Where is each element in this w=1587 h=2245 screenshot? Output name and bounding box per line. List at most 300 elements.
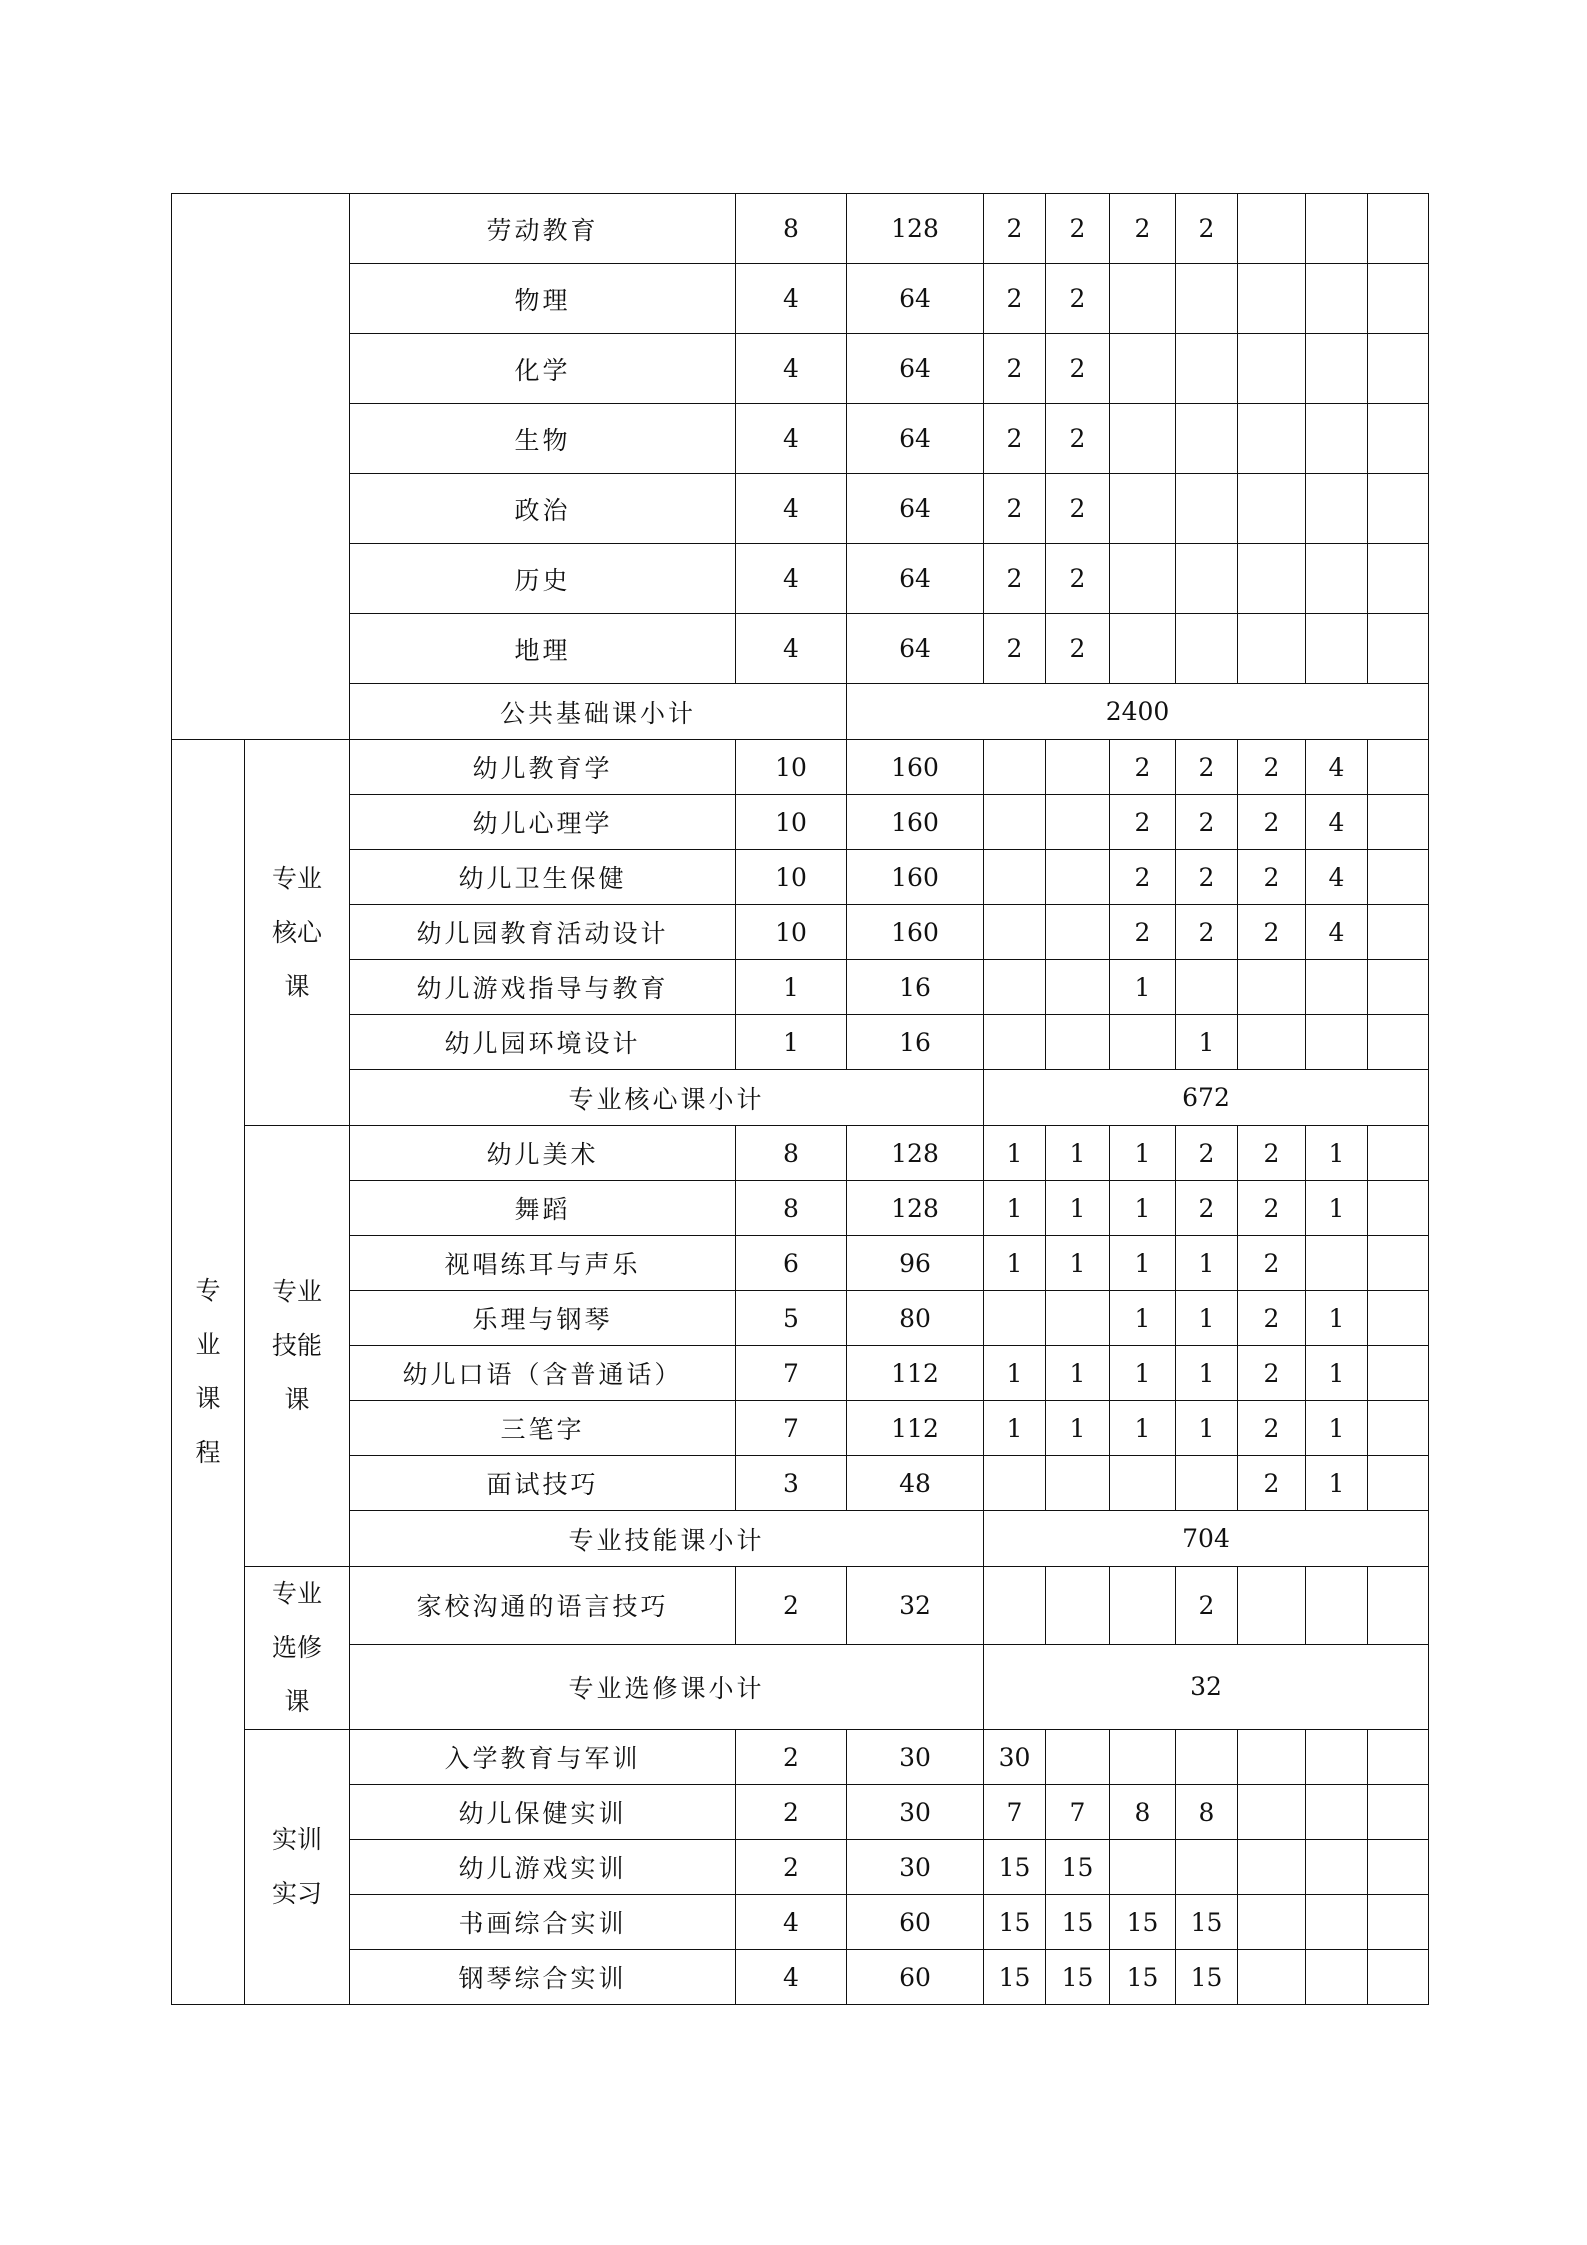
core-courses-label bbox=[245, 740, 350, 1126]
course-hours: 60 bbox=[847, 1950, 984, 2005]
semester-hours-cell: 2 bbox=[1238, 905, 1306, 960]
semester-hours-cell: 2 bbox=[1176, 1567, 1238, 1645]
semester-hours-cell: 2 bbox=[1238, 1291, 1306, 1346]
semester-hours-cell: 15 bbox=[1176, 1895, 1238, 1950]
semester-hours-cell: 2 bbox=[1046, 194, 1110, 264]
semester-hours-cell bbox=[1238, 1015, 1306, 1070]
semester-hours-cell: 2 bbox=[1110, 850, 1176, 905]
semester-hours-cell: 2 bbox=[1238, 1236, 1306, 1291]
semester-hours-cell: 1 bbox=[984, 1401, 1046, 1456]
course-credits: 10 bbox=[736, 795, 847, 850]
course-credits: 4 bbox=[736, 334, 847, 404]
course-hours: 160 bbox=[847, 795, 984, 850]
course-credits: 5 bbox=[736, 1291, 847, 1346]
semester-hours-cell: 2 bbox=[1238, 740, 1306, 795]
category-label-line: 课 bbox=[284, 971, 310, 1001]
course-credits: 2 bbox=[736, 1730, 847, 1785]
curriculum-table bbox=[171, 193, 1429, 2005]
semester-hours-cell: 2 bbox=[1176, 1126, 1238, 1181]
course-name: 幼儿游戏实训 bbox=[350, 1840, 736, 1895]
semester-hours-cell: 1 bbox=[1110, 1236, 1176, 1291]
semester-hours-cell: 1 bbox=[1176, 1015, 1238, 1070]
table-row bbox=[172, 1567, 1429, 1645]
semester-hours-cell bbox=[1368, 1346, 1429, 1401]
semester-hours-cell: 1 bbox=[1046, 1401, 1110, 1456]
semester-hours-cell bbox=[1368, 1840, 1429, 1895]
semester-hours-cell: 1 bbox=[1306, 1291, 1368, 1346]
semester-hours-cell: 7 bbox=[1046, 1785, 1110, 1840]
semester-hours-cell bbox=[1368, 1567, 1429, 1645]
course-name: 历史 bbox=[350, 544, 736, 614]
semester-hours-cell bbox=[1306, 544, 1368, 614]
semester-hours-cell bbox=[1110, 1840, 1176, 1895]
course-hours: 30 bbox=[847, 1785, 984, 1840]
course-name: 生物 bbox=[350, 404, 736, 474]
course-credits: 2 bbox=[736, 1840, 847, 1895]
subtotal-value: 704 bbox=[984, 1511, 1429, 1567]
semester-hours-cell bbox=[1176, 404, 1238, 474]
semester-hours-cell: 1 bbox=[1176, 1291, 1238, 1346]
course-credits: 10 bbox=[736, 850, 847, 905]
semester-hours-cell bbox=[1238, 960, 1306, 1015]
semester-hours-cell bbox=[1306, 1730, 1368, 1785]
table-row bbox=[172, 1126, 1429, 1181]
semester-hours-cell bbox=[1110, 264, 1176, 334]
course-hours: 30 bbox=[847, 1730, 984, 1785]
semester-hours-cell bbox=[1368, 194, 1429, 264]
semester-hours-cell bbox=[984, 905, 1046, 960]
semester-hours-cell bbox=[1306, 264, 1368, 334]
semester-hours-cell: 1 bbox=[1110, 1346, 1176, 1401]
semester-hours-cell: 2 bbox=[1046, 614, 1110, 684]
semester-hours-cell bbox=[1046, 740, 1110, 795]
table-row bbox=[172, 1401, 1429, 1456]
category-label-line: 课 bbox=[284, 1385, 310, 1414]
semester-hours-cell bbox=[1176, 264, 1238, 334]
subtotal-label: 专业核心课小计 bbox=[350, 1070, 984, 1126]
table-row bbox=[172, 1511, 1429, 1567]
semester-hours-cell bbox=[1306, 1567, 1368, 1645]
course-hours: 16 bbox=[847, 1015, 984, 1070]
semester-hours-cell: 1 bbox=[1110, 960, 1176, 1015]
semester-hours-cell bbox=[984, 1567, 1046, 1645]
semester-hours-cell: 2 bbox=[1046, 264, 1110, 334]
semester-hours-cell: 2 bbox=[1046, 474, 1110, 544]
semester-hours-cell bbox=[1176, 334, 1238, 404]
semester-hours-cell: 1 bbox=[1306, 1401, 1368, 1456]
subtotal-label: 专业技能课小计 bbox=[350, 1511, 984, 1567]
semester-hours-cell: 4 bbox=[1306, 905, 1368, 960]
semester-hours-cell bbox=[1176, 1840, 1238, 1895]
semester-hours-cell bbox=[1368, 474, 1429, 544]
category-label-line: 专业 bbox=[271, 1579, 322, 1608]
table-row bbox=[172, 1346, 1429, 1401]
semester-hours-cell bbox=[1110, 1015, 1176, 1070]
semester-hours-cell bbox=[1110, 544, 1176, 614]
course-name: 幼儿园教育活动设计 bbox=[350, 905, 736, 960]
table-row bbox=[172, 795, 1429, 850]
category-label-line: 专 bbox=[195, 1276, 221, 1305]
semester-hours-cell: 1 bbox=[1046, 1236, 1110, 1291]
course-credits: 4 bbox=[736, 474, 847, 544]
semester-hours-cell: 1 bbox=[984, 1236, 1046, 1291]
semester-hours-cell bbox=[1306, 194, 1368, 264]
semester-hours-cell bbox=[1368, 905, 1429, 960]
semester-hours-cell bbox=[1176, 544, 1238, 614]
semester-hours-cell: 8 bbox=[1110, 1785, 1176, 1840]
semester-hours-cell bbox=[1306, 1895, 1368, 1950]
table-row bbox=[172, 740, 1429, 795]
semester-hours-cell bbox=[1368, 1126, 1429, 1181]
course-credits: 4 bbox=[736, 264, 847, 334]
semester-hours-cell: 15 bbox=[984, 1950, 1046, 2005]
semester-hours-cell: 7 bbox=[984, 1785, 1046, 1840]
semester-hours-cell bbox=[1368, 1730, 1429, 1785]
semester-hours-cell bbox=[1368, 404, 1429, 474]
semester-hours-cell: 1 bbox=[1046, 1346, 1110, 1401]
semester-hours-cell: 1 bbox=[984, 1181, 1046, 1236]
course-credits: 4 bbox=[736, 614, 847, 684]
semester-hours-cell: 2 bbox=[984, 614, 1046, 684]
semester-hours-cell: 15 bbox=[1046, 1895, 1110, 1950]
semester-hours-cell: 2 bbox=[984, 264, 1046, 334]
semester-hours-cell bbox=[1110, 614, 1176, 684]
semester-hours-cell bbox=[1306, 1950, 1368, 2005]
semester-hours-cell: 2 bbox=[1238, 1126, 1306, 1181]
semester-hours-cell bbox=[1306, 1840, 1368, 1895]
course-name: 入学教育与军训 bbox=[350, 1730, 736, 1785]
semester-hours-cell bbox=[1238, 614, 1306, 684]
table-body bbox=[172, 194, 1429, 2005]
course-credits: 8 bbox=[736, 194, 847, 264]
subtotal-label: 专业选修课小计 bbox=[350, 1644, 984, 1729]
semester-hours-cell bbox=[1306, 1015, 1368, 1070]
semester-hours-cell bbox=[1046, 1567, 1110, 1645]
semester-hours-cell: 4 bbox=[1306, 740, 1368, 795]
course-hours: 128 bbox=[847, 194, 984, 264]
table-row bbox=[172, 1785, 1429, 1840]
semester-hours-cell bbox=[1368, 1785, 1429, 1840]
course-name: 乐理与钢琴 bbox=[350, 1291, 736, 1346]
semester-hours-cell bbox=[1238, 404, 1306, 474]
course-hours: 160 bbox=[847, 740, 984, 795]
semester-hours-cell bbox=[1046, 1015, 1110, 1070]
semester-hours-cell bbox=[1238, 544, 1306, 614]
semester-hours-cell bbox=[1368, 1456, 1429, 1511]
semester-hours-cell bbox=[1046, 850, 1110, 905]
semester-hours-cell bbox=[1238, 1950, 1306, 2005]
course-credits: 4 bbox=[736, 404, 847, 474]
semester-hours-cell bbox=[1306, 614, 1368, 684]
semester-hours-cell bbox=[1238, 474, 1306, 544]
semester-hours-cell bbox=[1046, 960, 1110, 1015]
course-credits: 7 bbox=[736, 1401, 847, 1456]
semester-hours-cell bbox=[1238, 1895, 1306, 1950]
semester-hours-cell: 1 bbox=[1110, 1291, 1176, 1346]
course-name: 劳动教育 bbox=[350, 194, 736, 264]
semester-hours-cell: 2 bbox=[1046, 404, 1110, 474]
semester-hours-cell bbox=[1046, 795, 1110, 850]
category-label-line: 课 bbox=[195, 1384, 221, 1413]
semester-hours-cell: 2 bbox=[1238, 1401, 1306, 1456]
semester-hours-cell bbox=[1176, 960, 1238, 1015]
category-label-line: 业 bbox=[195, 1330, 221, 1359]
semester-hours-cell: 15 bbox=[1176, 1950, 1238, 2005]
semester-hours-cell: 2 bbox=[1110, 194, 1176, 264]
semester-hours-cell bbox=[1238, 1730, 1306, 1785]
semester-hours-cell: 15 bbox=[984, 1840, 1046, 1895]
semester-hours-cell bbox=[1046, 905, 1110, 960]
table-row bbox=[172, 1015, 1429, 1070]
table-row bbox=[172, 1456, 1429, 1511]
practice-label bbox=[245, 1730, 350, 2005]
table-row bbox=[172, 1070, 1429, 1126]
course-hours: 112 bbox=[847, 1401, 984, 1456]
course-name: 幼儿心理学 bbox=[350, 795, 736, 850]
semester-hours-cell bbox=[984, 850, 1046, 905]
semester-hours-cell: 1 bbox=[1176, 1346, 1238, 1401]
semester-hours-cell: 2 bbox=[1238, 850, 1306, 905]
table-row bbox=[172, 1236, 1429, 1291]
course-name: 视唱练耳与声乐 bbox=[350, 1236, 736, 1291]
table-row bbox=[172, 905, 1429, 960]
course-name: 幼儿园环境设计 bbox=[350, 1015, 736, 1070]
semester-hours-cell bbox=[1368, 795, 1429, 850]
table-row bbox=[172, 404, 1429, 474]
semester-hours-cell: 2 bbox=[1176, 795, 1238, 850]
semester-hours-cell: 2 bbox=[1176, 850, 1238, 905]
elective-courses-label bbox=[245, 1567, 350, 1730]
semester-hours-cell: 2 bbox=[984, 334, 1046, 404]
semester-hours-cell bbox=[1368, 960, 1429, 1015]
semester-hours-cell bbox=[1110, 1567, 1176, 1645]
semester-hours-cell bbox=[1238, 1840, 1306, 1895]
semester-hours-cell bbox=[984, 795, 1046, 850]
semester-hours-cell: 2 bbox=[1110, 740, 1176, 795]
course-credits: 2 bbox=[736, 1785, 847, 1840]
semester-hours-cell: 15 bbox=[1046, 1950, 1110, 2005]
course-credits: 2 bbox=[736, 1567, 847, 1645]
category-label-line: 实习 bbox=[271, 1879, 322, 1908]
course-name: 幼儿口语（含普通话） bbox=[350, 1346, 736, 1401]
semester-hours-cell bbox=[1046, 1456, 1110, 1511]
semester-hours-cell bbox=[1238, 334, 1306, 404]
course-name: 物理 bbox=[350, 264, 736, 334]
semester-hours-cell: 2 bbox=[1238, 1181, 1306, 1236]
semester-hours-cell bbox=[1368, 264, 1429, 334]
semester-hours-cell: 1 bbox=[1306, 1456, 1368, 1511]
semester-hours-cell bbox=[1238, 1567, 1306, 1645]
course-hours: 48 bbox=[847, 1456, 984, 1511]
course-credits: 6 bbox=[736, 1236, 847, 1291]
semester-hours-cell bbox=[1368, 850, 1429, 905]
table-row bbox=[172, 334, 1429, 404]
semester-hours-cell bbox=[1110, 1730, 1176, 1785]
semester-hours-cell: 15 bbox=[1110, 1950, 1176, 2005]
course-hours: 160 bbox=[847, 905, 984, 960]
semester-hours-cell bbox=[1306, 474, 1368, 544]
course-hours: 64 bbox=[847, 404, 984, 474]
category-label-line: 选修 bbox=[271, 1633, 322, 1662]
course-credits: 4 bbox=[736, 1950, 847, 2005]
semester-hours-cell bbox=[1176, 1456, 1238, 1511]
course-hours: 160 bbox=[847, 850, 984, 905]
semester-hours-cell bbox=[1046, 1730, 1110, 1785]
course-name: 幼儿游戏指导与教育 bbox=[350, 960, 736, 1015]
table-row bbox=[172, 1730, 1429, 1785]
course-credits: 3 bbox=[736, 1456, 847, 1511]
semester-hours-cell bbox=[1176, 474, 1238, 544]
category-label-line: 专业 bbox=[271, 1277, 322, 1306]
semester-hours-cell: 2 bbox=[984, 544, 1046, 614]
semester-hours-cell: 2 bbox=[1238, 1456, 1306, 1511]
semester-hours-cell: 2 bbox=[1238, 1346, 1306, 1401]
semester-hours-cell: 1 bbox=[984, 1346, 1046, 1401]
semester-hours-cell bbox=[1238, 1785, 1306, 1840]
semester-hours-cell bbox=[1368, 334, 1429, 404]
table-row bbox=[172, 474, 1429, 544]
semester-hours-cell: 1 bbox=[1046, 1181, 1110, 1236]
semester-hours-cell bbox=[984, 1015, 1046, 1070]
course-hours: 32 bbox=[847, 1567, 984, 1645]
table-row bbox=[172, 544, 1429, 614]
course-credits: 1 bbox=[736, 960, 847, 1015]
semester-hours-cell bbox=[1110, 474, 1176, 544]
course-hours: 96 bbox=[847, 1236, 984, 1291]
subtotal-value: 672 bbox=[984, 1070, 1429, 1126]
course-name: 家校沟通的语言技巧 bbox=[350, 1567, 736, 1645]
semester-hours-cell: 2 bbox=[1176, 194, 1238, 264]
semester-hours-cell: 1 bbox=[1046, 1126, 1110, 1181]
semester-hours-cell bbox=[984, 1456, 1046, 1511]
semester-hours-cell bbox=[1368, 1181, 1429, 1236]
semester-hours-cell: 2 bbox=[1238, 795, 1306, 850]
semester-hours-cell bbox=[1176, 1730, 1238, 1785]
semester-hours-cell bbox=[1368, 1236, 1429, 1291]
table-row bbox=[172, 850, 1429, 905]
semester-hours-cell bbox=[984, 740, 1046, 795]
category-label-line: 实训 bbox=[271, 1825, 322, 1854]
table-row bbox=[172, 264, 1429, 334]
course-credits: 7 bbox=[736, 1346, 847, 1401]
semester-hours-cell bbox=[1306, 334, 1368, 404]
semester-hours-cell bbox=[1368, 1950, 1429, 2005]
course-name: 幼儿美术 bbox=[350, 1126, 736, 1181]
semester-hours-cell: 1 bbox=[1176, 1401, 1238, 1456]
semester-hours-cell bbox=[1110, 1456, 1176, 1511]
subtotal-value: 32 bbox=[984, 1644, 1429, 1729]
semester-hours-cell bbox=[984, 1291, 1046, 1346]
semester-hours-cell: 2 bbox=[1046, 334, 1110, 404]
skill-courses-label bbox=[245, 1126, 350, 1567]
semester-hours-cell bbox=[1110, 334, 1176, 404]
category-label-line: 核心 bbox=[271, 917, 322, 947]
semester-hours-cell bbox=[1368, 1291, 1429, 1346]
course-name: 幼儿教育学 bbox=[350, 740, 736, 795]
semester-hours-cell bbox=[1368, 614, 1429, 684]
semester-hours-cell: 1 bbox=[1306, 1181, 1368, 1236]
semester-hours-cell: 1 bbox=[1306, 1126, 1368, 1181]
table-row bbox=[172, 614, 1429, 684]
semester-hours-cell bbox=[1368, 1895, 1429, 1950]
semester-hours-cell bbox=[1306, 1236, 1368, 1291]
course-name: 化学 bbox=[350, 334, 736, 404]
public-category-cell bbox=[172, 194, 350, 740]
semester-hours-cell: 2 bbox=[1110, 905, 1176, 960]
semester-hours-cell bbox=[1368, 544, 1429, 614]
table-row bbox=[172, 960, 1429, 1015]
semester-hours-cell: 1 bbox=[1110, 1401, 1176, 1456]
table-row bbox=[172, 194, 1429, 264]
semester-hours-cell bbox=[1238, 264, 1306, 334]
table-row bbox=[172, 684, 1429, 740]
course-hours: 64 bbox=[847, 474, 984, 544]
semester-hours-cell: 1 bbox=[1110, 1126, 1176, 1181]
course-hours: 64 bbox=[847, 544, 984, 614]
course-hours: 64 bbox=[847, 264, 984, 334]
course-name: 舞蹈 bbox=[350, 1181, 736, 1236]
semester-hours-cell: 1 bbox=[1110, 1181, 1176, 1236]
semester-hours-cell: 2 bbox=[984, 194, 1046, 264]
subtotal-value: 2400 bbox=[847, 684, 1429, 740]
semester-hours-cell bbox=[1306, 404, 1368, 474]
semester-hours-cell: 15 bbox=[984, 1895, 1046, 1950]
table-row bbox=[172, 1181, 1429, 1236]
course-credits: 10 bbox=[736, 740, 847, 795]
semester-hours-cell bbox=[1306, 1785, 1368, 1840]
category-label-line: 程 bbox=[195, 1438, 221, 1467]
course-hours: 30 bbox=[847, 1840, 984, 1895]
course-hours: 64 bbox=[847, 614, 984, 684]
semester-hours-cell bbox=[1046, 1291, 1110, 1346]
course-name: 幼儿卫生保健 bbox=[350, 850, 736, 905]
course-credits: 8 bbox=[736, 1126, 847, 1181]
category-label-line: 课 bbox=[284, 1687, 310, 1716]
semester-hours-cell bbox=[1306, 960, 1368, 1015]
category-label-line: 技能 bbox=[271, 1331, 322, 1360]
course-name: 书画综合实训 bbox=[350, 1895, 736, 1950]
course-name: 地理 bbox=[350, 614, 736, 684]
course-hours: 112 bbox=[847, 1346, 984, 1401]
semester-hours-cell: 8 bbox=[1176, 1785, 1238, 1840]
course-hours: 128 bbox=[847, 1126, 984, 1181]
semester-hours-cell: 2 bbox=[1046, 544, 1110, 614]
category-label-line: 专业 bbox=[271, 863, 322, 893]
semester-hours-cell: 2 bbox=[1176, 740, 1238, 795]
semester-hours-cell: 2 bbox=[1176, 905, 1238, 960]
semester-hours-cell bbox=[1238, 194, 1306, 264]
course-credits: 10 bbox=[736, 905, 847, 960]
course-credits: 4 bbox=[736, 544, 847, 614]
semester-hours-cell bbox=[1110, 404, 1176, 474]
course-name: 幼儿保健实训 bbox=[350, 1785, 736, 1840]
table-row bbox=[172, 1950, 1429, 2005]
course-hours: 64 bbox=[847, 334, 984, 404]
course-hours: 16 bbox=[847, 960, 984, 1015]
table-row bbox=[172, 1840, 1429, 1895]
course-credits: 1 bbox=[736, 1015, 847, 1070]
semester-hours-cell bbox=[1368, 740, 1429, 795]
table-row bbox=[172, 1291, 1429, 1346]
semester-hours-cell: 4 bbox=[1306, 850, 1368, 905]
semester-hours-cell bbox=[1368, 1015, 1429, 1070]
course-hours: 80 bbox=[847, 1291, 984, 1346]
semester-hours-cell: 2 bbox=[1110, 795, 1176, 850]
course-credits: 8 bbox=[736, 1181, 847, 1236]
semester-hours-cell: 1 bbox=[984, 1126, 1046, 1181]
table-row bbox=[172, 1895, 1429, 1950]
semester-hours-cell: 1 bbox=[1306, 1346, 1368, 1401]
